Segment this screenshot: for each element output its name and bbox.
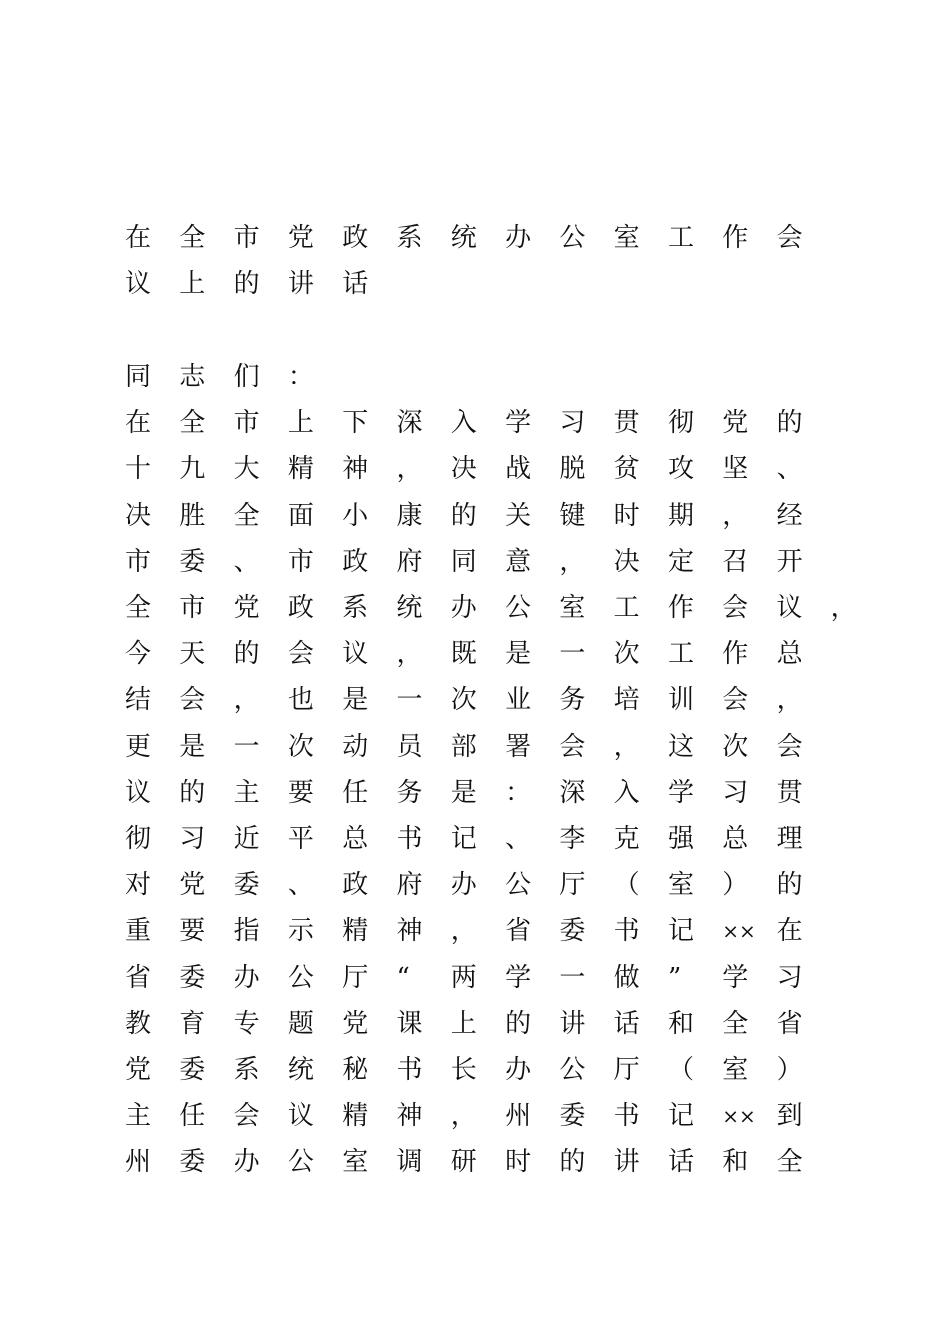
char-cell: 键 (559, 500, 586, 531)
char-cell: 上 (287, 408, 314, 439)
char-cell: 工 (667, 639, 694, 670)
char-cell: 的 (450, 500, 477, 531)
body-line (125, 1001, 885, 1047)
char-cell: 市 (233, 223, 260, 254)
char-cell: 市 (287, 546, 314, 577)
char-cell: 市 (179, 593, 206, 624)
char-cell: 上 (450, 1008, 477, 1039)
char-cell: 办 (233, 1147, 260, 1178)
body-line (125, 677, 885, 723)
char-cell: 公 (504, 593, 531, 624)
char-cell: 长 (450, 1054, 477, 1085)
char-cell: 们 (233, 362, 260, 393)
body-line (125, 724, 885, 770)
char-cell: 期 (667, 500, 694, 531)
char-cell: 、 (233, 546, 260, 577)
char-cell: 结 (125, 685, 152, 716)
char-cell: 神 (342, 454, 369, 485)
char-cell: 做 (613, 962, 640, 993)
char-cell: 党 (179, 870, 206, 901)
char-cell: 的 (776, 870, 803, 901)
char-cell: 两 (450, 962, 477, 993)
body-line (125, 770, 885, 816)
char-cell: 记 (667, 1101, 694, 1132)
char-cell: 的 (233, 639, 260, 670)
char-cell: 习 (776, 962, 803, 993)
char-cell: 会 (287, 639, 314, 670)
char-cell: 政 (342, 870, 369, 901)
char-cell: 、 (505, 823, 532, 854)
char-cell: 神 (396, 1101, 423, 1132)
char-cell: 会 (776, 223, 803, 254)
char-cell: 书 (396, 823, 423, 854)
char-cell: 务 (559, 685, 586, 716)
char-cell: 室 (667, 870, 694, 901)
char-cell: 政 (287, 593, 314, 624)
char-cell: 话 (613, 1008, 640, 1039)
char-cell: 和 (722, 1147, 749, 1178)
title-line (125, 261, 885, 307)
char-cell: 全 (179, 223, 206, 254)
char-cell: 厅 (342, 962, 369, 993)
char-cell: ： (287, 362, 314, 393)
char-cell: 十 (125, 454, 152, 485)
char-cell: 的 (233, 269, 260, 300)
char-cell: 的 (776, 408, 803, 439)
char-cell: 学 (667, 777, 694, 808)
char-cell: 署 (505, 731, 532, 762)
char-cell: 指 (233, 916, 260, 947)
char-cell: 育 (179, 1008, 206, 1039)
char-cell: 一 (396, 685, 423, 716)
char-cell: 委 (179, 962, 206, 993)
char-cell: 入 (450, 408, 477, 439)
char-cell: ， (559, 546, 586, 577)
char-cell: 任 (342, 777, 369, 808)
body-line (125, 1093, 885, 1139)
char-cell: 也 (287, 685, 314, 716)
char-cell: 精 (287, 454, 314, 485)
char-cell: 省 (776, 1008, 803, 1039)
char-cell: 习 (722, 777, 749, 808)
char-cell: （ (667, 1054, 694, 1085)
char-cell: 九 (179, 454, 206, 485)
char-cell: ， (613, 731, 640, 762)
char-cell: ×× (722, 919, 756, 944)
char-cell: 议 (287, 1101, 314, 1132)
char-cell: 办 (505, 1054, 532, 1085)
char-cell: 题 (287, 1008, 314, 1039)
char-cell: 是 (450, 777, 477, 808)
char-cell: 调 (396, 1147, 423, 1178)
char-cell: 议 (776, 593, 803, 624)
body-line (125, 862, 885, 908)
char-cell: 精 (342, 916, 369, 947)
char-cell: 系 (233, 1054, 260, 1085)
char-cell: 同 (450, 546, 477, 577)
char-cell: 办 (450, 870, 477, 901)
char-cell: 要 (179, 916, 206, 947)
char-cell: 府 (396, 870, 423, 901)
char-cell: 定 (667, 546, 694, 577)
char-cell: 小 (342, 500, 369, 531)
char-cell: 统 (450, 223, 477, 254)
char-cell: 和 (667, 1008, 694, 1039)
char-cell: 贯 (776, 777, 803, 808)
char-cell: 办 (233, 962, 260, 993)
char-cell: 话 (342, 269, 369, 300)
char-cell: ） (722, 870, 749, 901)
char-cell: 全 (722, 1008, 749, 1039)
char-cell: 议 (125, 269, 152, 300)
char-cell: 坚 (722, 454, 749, 485)
char-cell: ， (450, 916, 477, 947)
char-cell: 会 (233, 1101, 260, 1132)
char-cell: 作 (722, 639, 749, 670)
char-cell: 召 (722, 546, 749, 577)
body-line (125, 539, 885, 585)
char-cell: 会 (722, 685, 749, 716)
char-cell: 党 (233, 593, 260, 624)
char-cell: 统 (287, 1054, 314, 1085)
char-cell: 贫 (613, 454, 640, 485)
char-cell: 会 (722, 593, 749, 624)
char-cell: 书 (613, 916, 640, 947)
char-cell: 任 (179, 1101, 206, 1132)
char-cell: 康 (396, 500, 423, 531)
char-cell: 深 (396, 408, 423, 439)
char-cell: 的 (179, 777, 206, 808)
char-cell: 平 (287, 823, 314, 854)
char-cell: 工 (667, 223, 694, 254)
char-cell: 的 (559, 1147, 586, 1178)
char-cell: 会 (179, 685, 206, 716)
char-cell: 时 (505, 1147, 532, 1178)
char-cell: 市 (125, 546, 152, 577)
char-cell: 总 (722, 823, 749, 854)
char-cell: 公 (559, 223, 586, 254)
char-cell: 精 (342, 1101, 369, 1132)
char-cell: 政 (342, 223, 369, 254)
char-cell: 议 (125, 777, 152, 808)
body-line (125, 1047, 885, 1093)
char-cell: 会 (559, 731, 586, 762)
char-cell: 这 (667, 731, 694, 762)
char-cell: 脱 (559, 454, 586, 485)
char-cell: 动 (342, 731, 369, 762)
char-cell: “ (396, 962, 410, 993)
char-cell: ， (776, 685, 803, 716)
char-cell: 要 (287, 777, 314, 808)
body-line (125, 585, 885, 631)
char-cell: 示 (287, 916, 314, 947)
char-cell: 深 (559, 777, 586, 808)
char-cell: 训 (667, 685, 694, 716)
char-cell: 入 (613, 777, 640, 808)
char-cell: 委 (179, 546, 206, 577)
title-line (125, 215, 885, 261)
char-cell: 主 (125, 1101, 152, 1132)
body-line (125, 1139, 885, 1185)
document-body (125, 354, 885, 1185)
char-cell: 省 (125, 962, 152, 993)
char-cell: 面 (287, 500, 314, 531)
char-cell: 学 (722, 962, 749, 993)
char-cell: 大 (233, 454, 260, 485)
char-cell: 次 (613, 639, 640, 670)
char-cell: 决 (450, 454, 477, 485)
char-cell: 是 (179, 731, 206, 762)
body-line (125, 400, 885, 446)
document-title (125, 215, 885, 307)
char-cell: 厅 (559, 870, 586, 901)
char-cell: 一 (233, 731, 260, 762)
char-cell: 专 (233, 1008, 260, 1039)
char-cell: 作 (722, 223, 749, 254)
char-cell: 系 (342, 593, 369, 624)
body-line (125, 954, 885, 1000)
body-line (125, 908, 885, 954)
char-cell: 强 (667, 823, 694, 854)
char-cell: 委 (233, 870, 260, 901)
char-cell: 到 (776, 1101, 803, 1132)
char-cell: 研 (450, 1147, 477, 1178)
char-cell: 话 (667, 1147, 694, 1178)
char-cell: 天 (179, 639, 206, 670)
char-cell: 同 (125, 362, 152, 393)
char-cell: 委 (559, 916, 586, 947)
char-cell: 课 (396, 1008, 423, 1039)
char-cell: ， (722, 500, 749, 531)
char-cell: 彻 (125, 823, 152, 854)
char-cell: 委 (179, 1054, 206, 1085)
char-cell: 次 (722, 731, 749, 762)
body-line (125, 631, 885, 677)
char-cell: 次 (450, 685, 477, 716)
char-cell: 、 (287, 870, 314, 901)
char-cell: ， (396, 639, 423, 670)
char-cell: 是 (505, 639, 532, 670)
char-cell: 重 (125, 916, 152, 947)
char-cell: 委 (179, 1147, 206, 1178)
char-cell: 室 (722, 1054, 749, 1085)
char-cell: 战 (505, 454, 532, 485)
char-cell: 时 (613, 500, 640, 531)
char-cell: 厅 (613, 1054, 640, 1085)
char-cell: 关 (505, 500, 532, 531)
char-cell: 党 (125, 1054, 152, 1085)
char-cell: 神 (396, 916, 423, 947)
body-line (125, 446, 885, 492)
char-cell: 室 (559, 593, 586, 624)
char-cell: 市 (233, 408, 260, 439)
char-cell: 委 (559, 1101, 586, 1132)
char-cell: 学 (505, 408, 532, 439)
char-cell: ， (396, 454, 423, 485)
char-cell: ： (505, 777, 532, 808)
char-cell: 既 (450, 639, 477, 670)
char-cell: 一 (559, 962, 586, 993)
char-cell: 州 (505, 1101, 532, 1132)
char-cell: ， (830, 593, 857, 624)
char-cell: 开 (776, 546, 803, 577)
char-cell: 政 (342, 546, 369, 577)
char-cell: 一 (559, 639, 586, 670)
char-cell: 全 (233, 500, 260, 531)
char-cell: 克 (613, 823, 640, 854)
char-cell: 在 (125, 223, 152, 254)
char-cell: 理 (776, 823, 803, 854)
char-cell: 意 (505, 546, 532, 577)
char-cell: 公 (287, 1147, 314, 1178)
char-cell: 办 (505, 223, 532, 254)
char-cell: 省 (505, 916, 532, 947)
char-cell: 下 (342, 408, 369, 439)
char-cell: 习 (559, 408, 586, 439)
char-cell: ） (776, 1054, 803, 1085)
char-cell: 主 (233, 777, 260, 808)
char-cell: 决 (613, 546, 640, 577)
char-cell: 上 (179, 269, 206, 300)
char-cell: 贯 (613, 408, 640, 439)
char-cell: 胜 (179, 500, 206, 531)
char-cell: 学 (505, 962, 532, 993)
char-cell: 教 (125, 1008, 152, 1039)
char-cell: 党 (722, 408, 749, 439)
char-cell: 志 (179, 362, 206, 393)
char-cell: 讲 (287, 269, 314, 300)
char-cell: 记 (667, 916, 694, 947)
char-cell: 全 (125, 593, 152, 624)
body-line (125, 816, 885, 862)
char-cell: 系 (396, 223, 423, 254)
char-cell: 总 (776, 639, 803, 670)
char-cell: 会 (776, 731, 803, 762)
char-cell: 部 (450, 731, 477, 762)
char-cell: 工 (613, 593, 640, 624)
char-cell: 室 (342, 1147, 369, 1178)
char-cell: 今 (125, 639, 152, 670)
char-cell: 全 (179, 408, 206, 439)
char-cell: 培 (613, 685, 640, 716)
char-cell: ， (450, 1101, 477, 1132)
char-cell: 决 (125, 500, 152, 531)
char-cell: 务 (396, 777, 423, 808)
char-cell: 州 (125, 1147, 152, 1178)
char-cell: 彻 (667, 408, 694, 439)
char-cell: 李 (559, 823, 586, 854)
char-cell: 次 (287, 731, 314, 762)
char-cell: 对 (125, 870, 152, 901)
char-cell: 议 (342, 639, 369, 670)
char-cell: 全 (776, 1147, 803, 1178)
char-cell: 书 (396, 1054, 423, 1085)
char-cell: 在 (125, 408, 152, 439)
char-cell: 员 (396, 731, 423, 762)
char-cell: 公 (505, 870, 532, 901)
char-cell: 党 (342, 1008, 369, 1039)
char-cell: 在 (776, 916, 803, 947)
char-cell: 习 (179, 823, 206, 854)
char-cell: 讲 (613, 1147, 640, 1178)
char-cell: 是 (342, 685, 369, 716)
char-cell: 攻 (667, 454, 694, 485)
char-cell: 的 (505, 1008, 532, 1039)
char-cell: ， (233, 685, 260, 716)
char-cell: 公 (559, 1054, 586, 1085)
char-cell: 党 (287, 223, 314, 254)
salutation-line (125, 354, 885, 400)
char-cell: 统 (396, 593, 423, 624)
char-cell: 总 (342, 823, 369, 854)
char-cell: 近 (233, 823, 260, 854)
char-cell: 记 (450, 823, 477, 854)
char-cell: 业 (505, 685, 532, 716)
char-cell: 公 (287, 962, 314, 993)
char-cell: 书 (613, 1101, 640, 1132)
char-cell: 作 (667, 593, 694, 624)
char-cell: 经 (776, 500, 803, 531)
char-cell: 室 (613, 223, 640, 254)
char-cell: 讲 (559, 1008, 586, 1039)
char-cell: 、 (776, 454, 803, 485)
char-cell: 秘 (342, 1054, 369, 1085)
char-cell: （ (613, 870, 640, 901)
body-line (125, 493, 885, 539)
char-cell: ” (667, 962, 682, 993)
char-cell: 府 (396, 546, 423, 577)
char-cell: 更 (125, 731, 152, 762)
char-cell: ×× (722, 1104, 756, 1129)
char-cell: 办 (450, 593, 477, 624)
